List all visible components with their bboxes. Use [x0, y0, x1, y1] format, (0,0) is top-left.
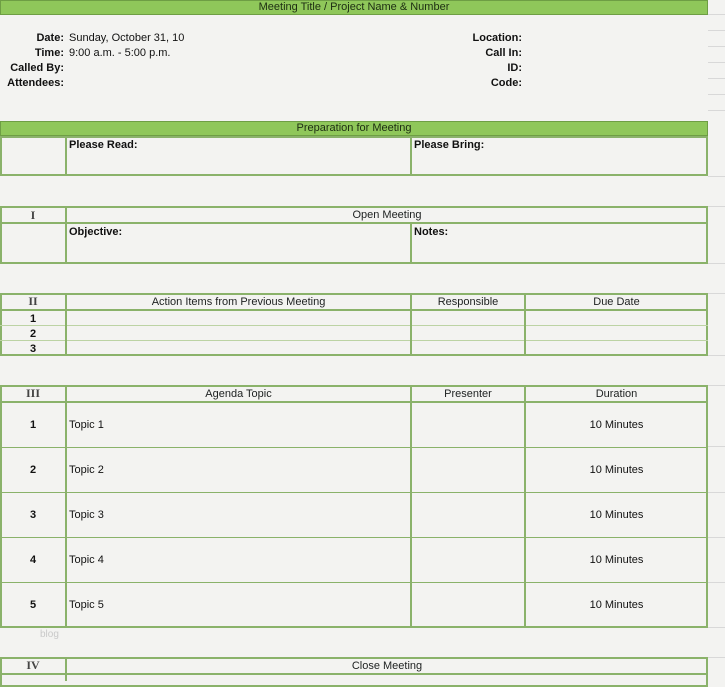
col-due-date: Due Date	[593, 296, 640, 308]
agenda-row-num: 2	[29, 464, 37, 476]
section-numeral-iii: III	[25, 386, 40, 400]
meeting-title[interactable]: Meeting Title / Project Name & Number	[0, 0, 708, 15]
please-read-label[interactable]: Please Read:	[69, 139, 138, 151]
section-numeral-i: I	[30, 208, 36, 222]
time-label: Time:	[34, 47, 64, 59]
time-value[interactable]: 9:00 a.m. - 5:00 p.m.	[69, 47, 171, 59]
agenda-topic[interactable]: Topic 2	[69, 464, 104, 476]
col-action-items: Action Items from Previous Meeting	[151, 296, 326, 308]
sheet-gridlines	[708, 0, 725, 681]
action-row-num: 3	[29, 343, 37, 355]
agenda-row-num: 1	[29, 419, 37, 431]
called-by-label: Called By:	[10, 62, 64, 74]
col-presenter: Presenter	[444, 388, 492, 400]
agenda-duration[interactable]: 10 Minutes	[589, 509, 644, 521]
objective-label[interactable]: Objective:	[69, 226, 123, 238]
id-label: ID:	[507, 62, 522, 74]
notes-label[interactable]: Notes:	[414, 226, 449, 238]
agenda-row-num: 5	[29, 599, 37, 611]
attendees-label: Attendees:	[7, 77, 64, 89]
watermark-text: blog	[40, 629, 59, 640]
agenda-row-num: 3	[29, 509, 37, 521]
please-bring-label[interactable]: Please Bring:	[414, 139, 485, 151]
close-meeting-title: Close Meeting	[351, 660, 423, 672]
col-duration: Duration	[595, 388, 638, 400]
agenda-topic[interactable]: Topic 1	[69, 419, 104, 431]
code-label: Code:	[490, 77, 522, 89]
agenda-topic[interactable]: Topic 3	[69, 509, 104, 521]
open-meeting-title: Open Meeting	[352, 209, 422, 221]
action-row-num: 1	[29, 313, 37, 325]
preparation-header: Preparation for Meeting	[0, 121, 708, 136]
call-in-label: Call In:	[485, 47, 522, 59]
agenda-duration[interactable]: 10 Minutes	[589, 599, 644, 611]
agenda-duration[interactable]: 10 Minutes	[589, 464, 644, 476]
action-row-num: 2	[29, 328, 37, 340]
location-label: Location:	[472, 32, 522, 44]
section-numeral-ii: II	[28, 294, 38, 308]
agenda-topic[interactable]: Topic 5	[69, 599, 104, 611]
col-agenda-topic: Agenda Topic	[205, 388, 272, 400]
agenda-duration[interactable]: 10 Minutes	[589, 419, 644, 431]
agenda-row-num: 4	[29, 554, 37, 566]
agenda-topic[interactable]: Topic 4	[69, 554, 104, 566]
section-numeral-iv: IV	[26, 658, 40, 672]
date-label: Date:	[36, 32, 64, 44]
col-responsible: Responsible	[437, 296, 499, 308]
agenda-duration[interactable]: 10 Minutes	[589, 554, 644, 566]
date-value[interactable]: Sunday, October 31, 10	[69, 32, 185, 44]
